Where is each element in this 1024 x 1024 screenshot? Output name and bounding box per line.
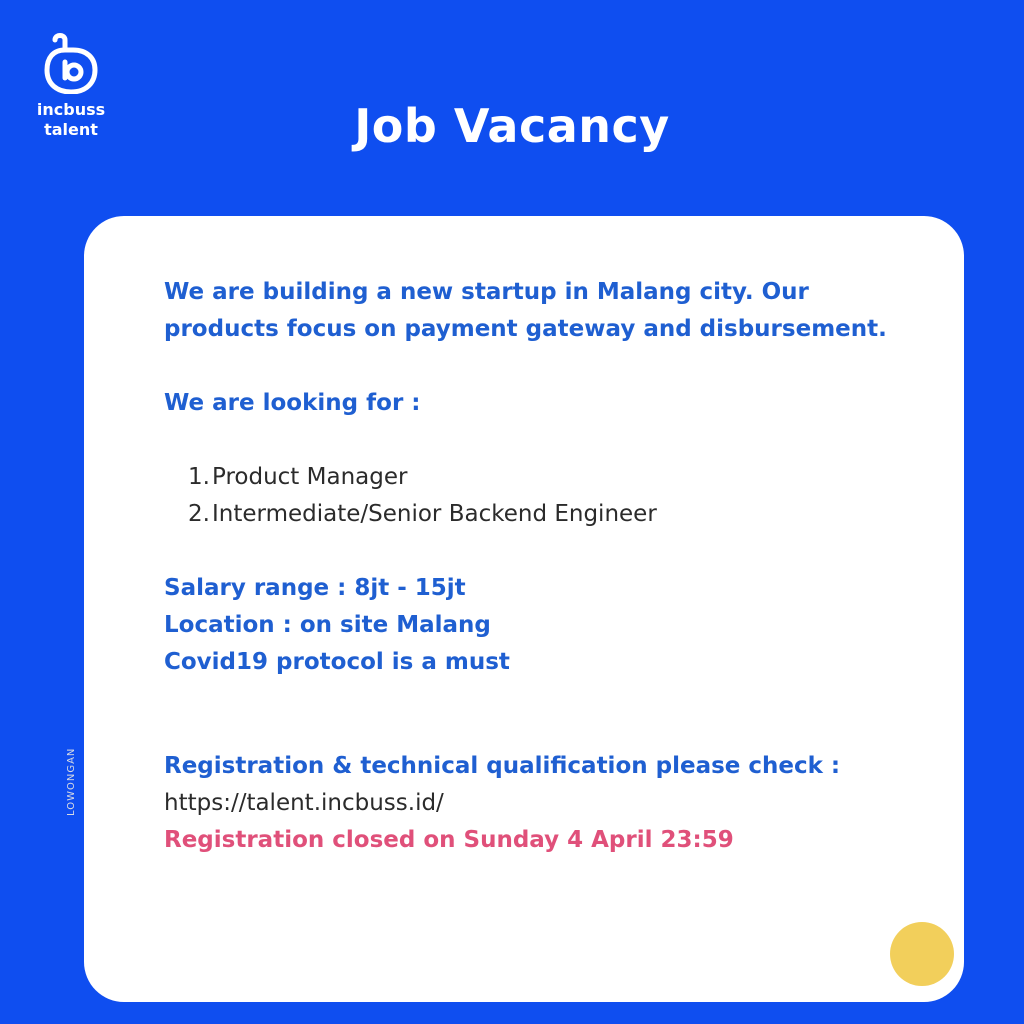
list-number: 2. bbox=[188, 501, 210, 527]
logo-line-2: talent bbox=[44, 120, 98, 139]
looking-for-heading: We are looking for : bbox=[164, 390, 421, 416]
side-watermark-text: LOWONGAN bbox=[66, 747, 77, 816]
list-item bbox=[164, 459, 904, 496]
registration-text: Registration & technical qualification please check : bbox=[164, 753, 841, 779]
position-title: Intermediate/Senior Backend Engineer bbox=[212, 501, 657, 527]
position-list bbox=[164, 459, 904, 533]
card-content bbox=[164, 274, 904, 859]
page-title: Job Vacancy bbox=[354, 99, 670, 153]
location-text: Location : on site Malang bbox=[164, 612, 491, 638]
position-title: Product Manager bbox=[212, 464, 408, 490]
vacancy-card bbox=[66, 216, 964, 1002]
list-item bbox=[164, 496, 904, 533]
incbuss-logo-icon bbox=[43, 32, 99, 94]
registration-link[interactable]: https://talent.incbuss.id/ bbox=[164, 790, 444, 816]
deadline-text: Registration closed on Sunday 4 April 23:59 bbox=[164, 827, 734, 853]
logo-line-1: incbuss bbox=[36, 100, 106, 119]
intro-text: We are building a new startup in Malang city. Our products focus on payment gateway and disbursement. bbox=[164, 279, 887, 342]
salary-text: Salary range : 8jt - 15jt bbox=[164, 575, 466, 601]
covid-text: Covid19 protocol is a must bbox=[164, 649, 510, 675]
decorative-dot bbox=[890, 922, 954, 986]
list-number: 1. bbox=[188, 464, 210, 490]
